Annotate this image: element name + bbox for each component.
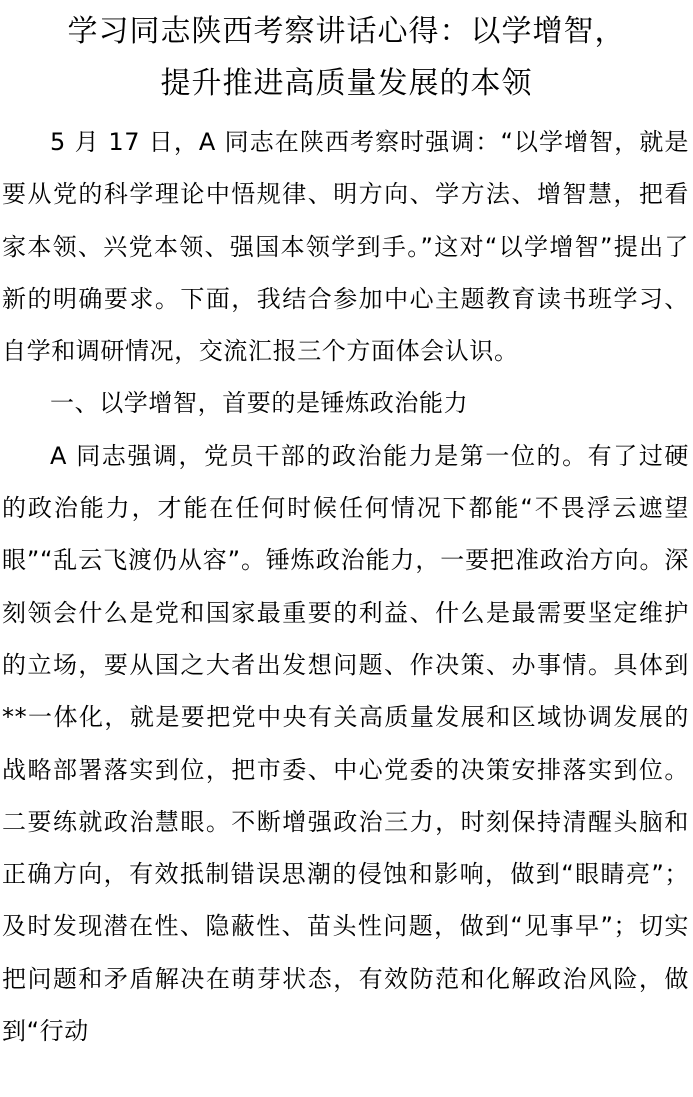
section-heading-1: 一、以学增智，首要的是锤炼政治能力 (50, 389, 469, 418)
title-line-2: 提升推进高质量发展的本领 (160, 66, 533, 101)
document-title (0, 0, 693, 110)
paragraph-section-1: A 同志强调，党员干部的政治能力是第一位的。有了过硬的政治能力，才能在任何时候任何情况下都能“不畏浮云遮望眼”“乱云飞渡仍从容”。锤炼政治能力，一要把准政治方向。深刻领会什么是党和国家最重要的利益、什么是最需要坚定维护的立场，要从国之大者出发想问题、作决策、办事情。具体到**一体化，就是要把党中央有关高质量发展和区域协调发展的战略部署落实到位，把市委、中心党委的决策安排落实到位。二要练就政治慧眼。不断增强政治三力，时刻保持清醒头脑和正确方向，有效抵制错误思潮的侵蚀和影响，做到“眼睛亮”；及时发现潜在性、隐蔽性、苗头性问题，做到“见事早”；切实把问题和矛盾解决在萌芽状态，有效防范和化解政治风险，做到“行动 (2, 441, 689, 1046)
title-line-1: 学习同志陕西考察讲话心得：以学增智， (67, 14, 626, 49)
paragraph-intro: 5 月 17 日，A 同志在陕西考察时强调：“以学增智，就是要从党的科学理论中悟规律、明方向、学方法、增智慧，把看家本领、兴党本领、强国本领学到手。”这对“以学增智”提出了新的明确要求。下面，我结合参加中心主题教育读书班学习、自学和调研情况，交流汇报三个方面体会认识。 (2, 128, 689, 366)
document-body (0, 116, 693, 1057)
